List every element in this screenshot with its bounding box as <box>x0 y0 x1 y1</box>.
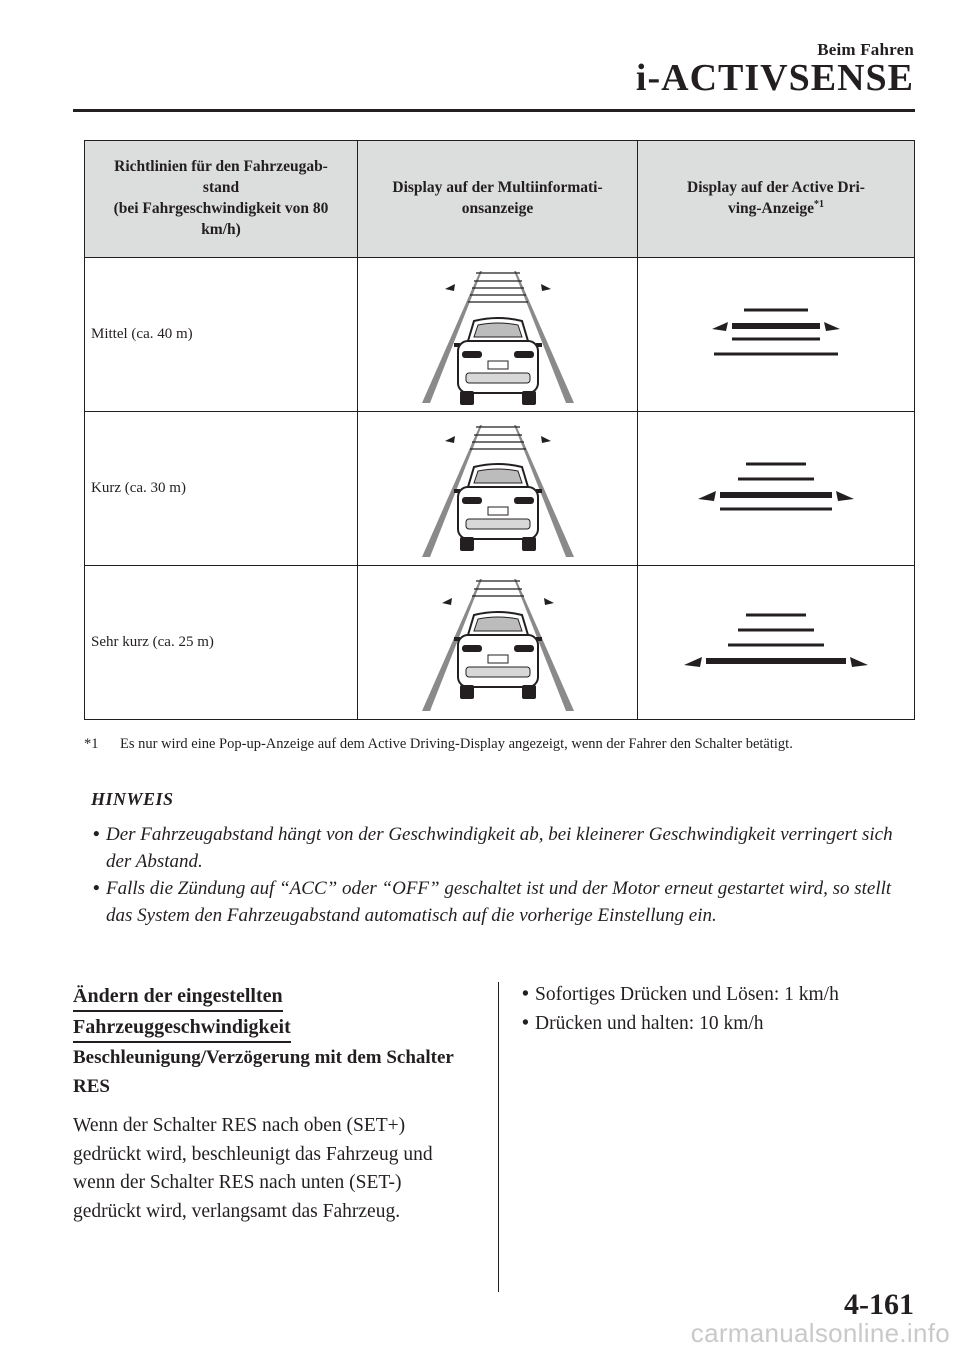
bullet: • <box>522 1013 529 1035</box>
active-driving-image-kurz <box>638 412 915 566</box>
distance-bars-icon <box>676 295 876 375</box>
distance-bars-icon <box>676 449 876 529</box>
list-item: • Der Fahrzeugabstand hängt von der Geschwindigkeit ab, bei kleinerer Geschwindigkeit verringert sich der Abstand. <box>93 824 893 872</box>
column-divider <box>498 982 499 1292</box>
section-heading: Ändern der eingestellten Fahrzeuggeschwindigkeit <box>73 981 493 1043</box>
sub-heading: Beschleunigung/Verzögerung mit dem Schalter RES <box>73 1047 454 1097</box>
row-label-kurz: Kurz (ca. 30 m) <box>85 412 358 566</box>
note-list <box>84 822 914 930</box>
distance-table <box>84 140 915 720</box>
active-driving-image-sehr-kurz <box>638 566 915 720</box>
footnote-text: Es nur wird eine Pop-up-Anzeige auf dem Active Driving-Display angezeigt, wenn der Fahrer den Schalter betätigt. <box>120 736 793 752</box>
header-active-driving-display: Display auf der Active Dri- ving-Anzeige$^{*1}$ <box>638 141 915 258</box>
car-road-distance-icon <box>398 573 598 713</box>
table-header-row <box>85 141 915 258</box>
bullet: • <box>522 984 529 1005</box>
header-multi-info-display: Display auf der Multiinformati- onsanzeige <box>358 141 638 258</box>
table-row <box>85 258 915 412</box>
running-header-section: Beim Fahren <box>817 40 914 59</box>
multi-info-image-mittel <box>358 258 638 412</box>
row-label-mittel: Mittel (ca. 40 m) <box>85 258 358 412</box>
footnote <box>84 734 904 756</box>
header-rule <box>73 109 915 112</box>
multi-info-image-sehr-kurz <box>358 566 638 720</box>
car-road-distance-icon <box>398 265 598 405</box>
table-row <box>85 566 915 720</box>
list-item: • Falls die Zündung auf “ACC” oder “OFF” geschaltet ist und der Motor erneut gestartet wird, so stellt das System den Fahrzeugabstand automatisch auf die vorherige Einstellung ein. <box>93 877 892 926</box>
step-list <box>520 980 920 1039</box>
table-row <box>85 412 915 566</box>
row-label-sehr-kurz: Sehr kurz (ca. 25 m) <box>85 566 358 720</box>
active-driving-image-mittel <box>638 258 915 412</box>
page-number: 4-161 <box>844 1288 914 1321</box>
header-guideline: Richtlinien für den Fahrzeugab- stand (bei Fahrgeschwindigkeit von 80 km/h) <box>85 141 358 258</box>
list-item: • Drücken und halten: 10 km/h <box>520 1009 920 1038</box>
body-paragraph: Wenn der Schalter RES nach oben (SET+) gedrückt wird, beschleunigt das Fahrzeug und wenn der Schalter RES nach unten (SET-) gedrückt wird, verlangsamt das Fahrzeug. <box>73 1115 433 1222</box>
bullet: • <box>93 824 100 845</box>
bullet: • <box>93 877 100 899</box>
watermark: carmanualsonline.info <box>690 1318 950 1348</box>
running-header-chapter: i-ACTIVSENSE <box>635 57 914 99</box>
distance-bars-icon <box>676 603 876 683</box>
footnote-mark: *1 <box>84 736 99 752</box>
car-road-distance-icon <box>398 419 598 559</box>
list-item: • Sofortiges Drücken und Lösen: 1 km/h <box>520 980 920 1009</box>
note-title: HINWEIS <box>91 789 174 809</box>
multi-info-image-kurz <box>358 412 638 566</box>
